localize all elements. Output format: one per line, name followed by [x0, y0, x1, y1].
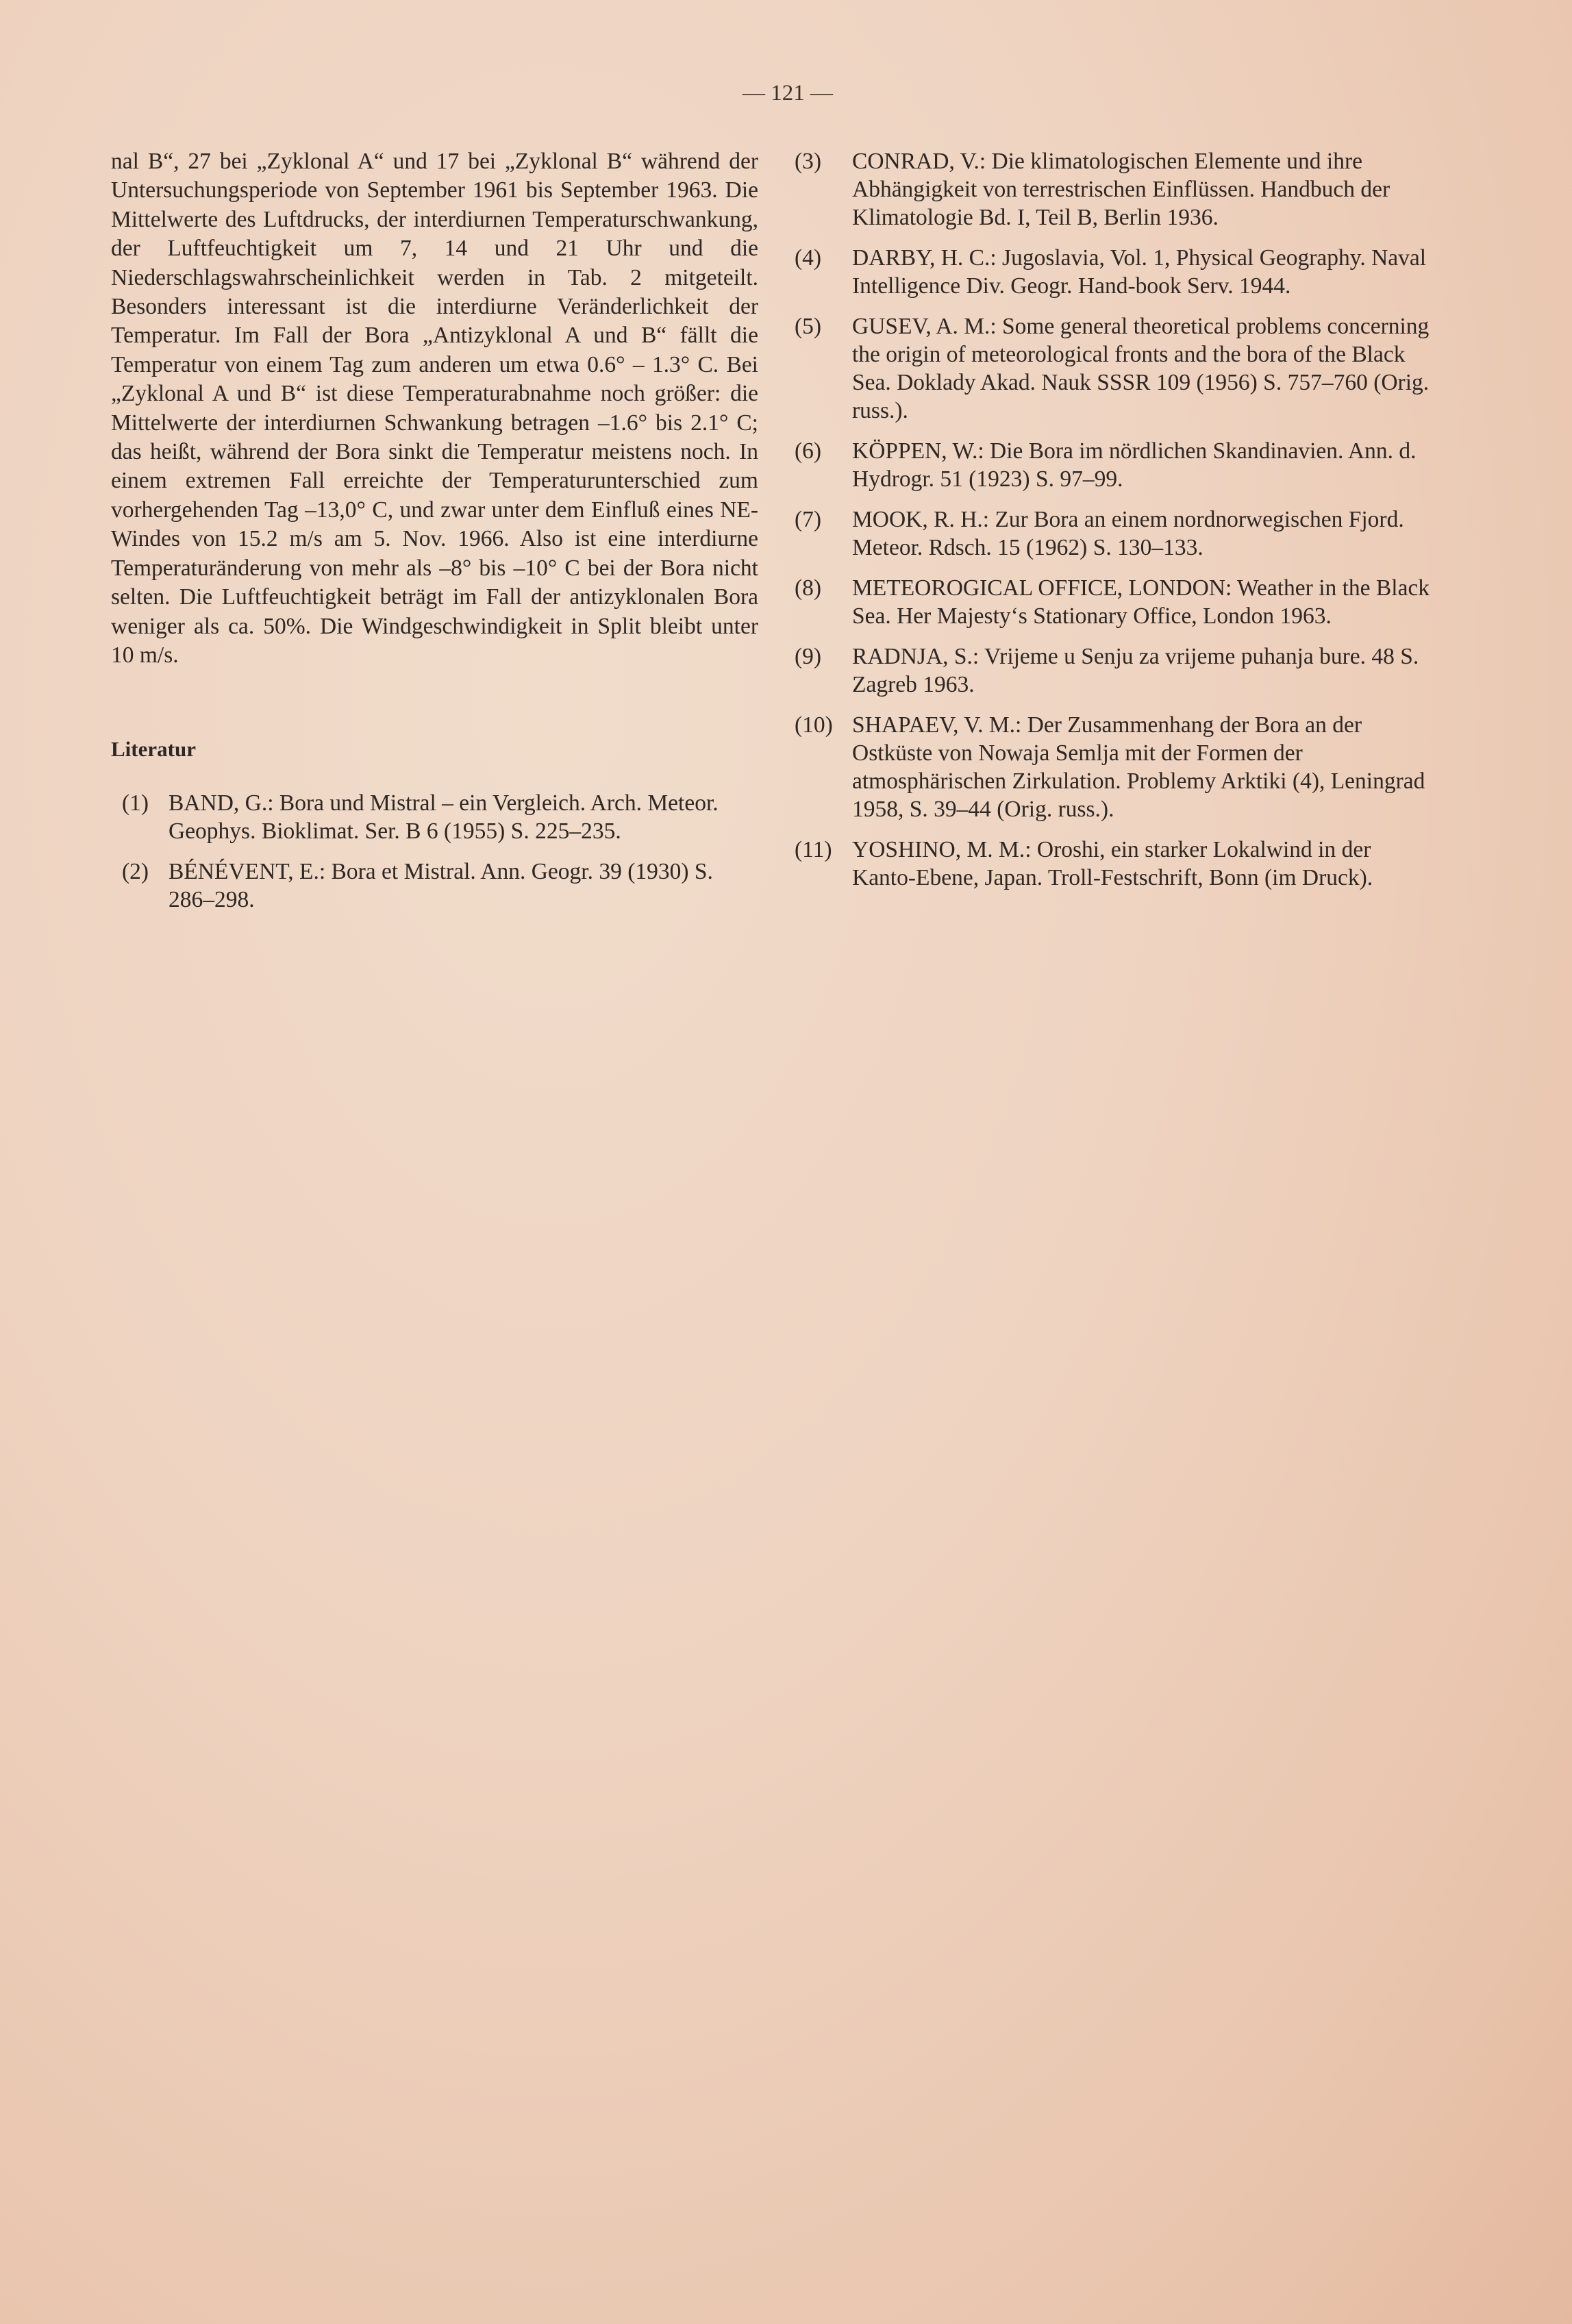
reference-number: (10)	[795, 712, 833, 738]
left-column	[111, 147, 758, 926]
reference-item	[795, 574, 1440, 630]
reference-item	[795, 147, 1440, 232]
reference-number: (7)	[795, 507, 822, 532]
right-column	[795, 147, 1440, 904]
reference-text: METEOROGICAL OFFICE, LONDON: Weather in the Black Sea. Her Majesty‘s Stationary Office, London 1963.	[852, 575, 1430, 629]
reference-text: BAND, G.: Bora und Mistral – ein Vergleich. Arch. Meteor. Geophys. Bioklimat. Ser. B 6 (1955) S. 225–235.	[169, 790, 719, 845]
reference-item	[795, 642, 1440, 699]
reference-number: (3)	[795, 149, 822, 174]
literature-heading: Literatur	[111, 737, 196, 762]
reference-item	[795, 437, 1440, 493]
page-number: — 121 —	[743, 81, 833, 105]
reference-number: (5)	[795, 314, 822, 339]
reference-item	[795, 711, 1440, 823]
reference-item	[111, 858, 758, 914]
reference-number: (2)	[122, 859, 149, 885]
reference-text: BÉNÉVENT, E.: Bora et Mistral. Ann. Geogr. 39 (1930) S. 286–298.	[169, 859, 713, 913]
reference-item	[795, 836, 1440, 892]
reference-item	[795, 244, 1440, 300]
reference-number: (8)	[795, 575, 822, 601]
reference-item	[795, 505, 1440, 562]
reference-number: (6)	[795, 438, 822, 464]
reference-list-right	[795, 147, 1440, 892]
reference-number: (1)	[122, 790, 149, 816]
reference-number: (9)	[795, 644, 822, 669]
reference-item	[111, 789, 758, 845]
reference-text: KÖPPEN, W.: Die Bora im nördlichen Skandinavien. Ann. d. Hydrogr. 51 (1923) S. 97–99.	[852, 438, 1417, 492]
body-paragraph: nal B“, 27 bei „Zyklonal A“ und 17 bei „Zyklonal B“ während der Untersuchungsperiode von September 1961 bis September 1963. Die Mittelwerte des Luftdrucks, der interdiurnen Temperaturschwankung, der Luftfeuchtigkeit um 7, 14 und 21 Uhr und die Niederschlagswahrscheinlichkeit werden in Tab. 2 mitgeteilt. Besonders interessant ist die interdiurne Veränderlichkeit der Temperatur. Im Fall der Bora „Antizyklonal A und B“ fällt die Temperatur von einem Tag zum anderen um etwa 0.6° – 1.3° C. Bei „Zyklonal A und B“ ist diese Temperaturabnahme noch größer: die Mittelwerte der interdiurnen Schwankung betragen –1.6° bis 2.1° C; das heißt, während der Bora sinkt die Temperatur meistens noch. In einem extremen Fall erreichte der Temperaturunterschied zum vorhergehenden Tag –13,0° C, und zwar unter dem Einfluß eines NE-Windes von 15.2 m/s am 5. Nov. 1966. Also ist eine interdiurne Temperaturänderung von mehr als –8° bis –10° C bei der Bora nicht selten. Die Luftfeuchtigkeit beträgt im Fall der antizyklonalen Bora weniger als ca. 50%. Die Windgeschwindigkeit in Split bleibt unter 10 m/s.	[111, 149, 758, 668]
reference-number: (4)	[795, 245, 822, 271]
reference-text: DARBY, H. C.: Jugoslavia, Vol. 1, Physical Geography. Naval Intelligence Div. Geogr. Hand-book Serv. 1944.	[852, 245, 1427, 299]
reference-list-left	[111, 789, 758, 914]
reference-text: CONRAD, V.: Die klimatologischen Elemente und ihre Abhängigkeit von terrestrischen Einflüssen. Handbuch der Klimatologie Bd. I, Teil B, Berlin 1936.	[852, 149, 1390, 230]
reference-text: RADNJA, S.: Vrijeme u Senju za vrijeme puhanja bure. 48 S. Zagreb 1963.	[852, 644, 1419, 697]
reference-text: SHAPAEV, V. M.: Der Zusammenhang der Bora an der Ostküste von Nowaja Semlja mit der Formen der atmosphärischen Zirkulation. Problemy Arktiki (4), Leningrad 1958, S. 39–44 (Orig. russ.).	[852, 712, 1425, 822]
reference-item	[795, 312, 1440, 425]
reference-text: MOOK, R. H.: Zur Bora an einem nordnorwegischen Fjord. Meteor. Rdsch. 15 (1962) S. 130–133.	[852, 507, 1404, 560]
reference-text: GUSEV, A. M.: Some general theoretical problems concerning the origin of meteorological fronts and the bora of the Black Sea. Doklady Akad. Nauk SSSR 109 (1956) S. 757–760 (Orig. russ.).	[852, 314, 1430, 423]
reference-text: YOSHINO, M. M.: Oroshi, ein starker Lokalwind in der Kanto-Ebene, Japan. Troll-Festschrift, Bonn (im Druck).	[852, 837, 1373, 890]
reference-number: (11)	[795, 837, 832, 862]
